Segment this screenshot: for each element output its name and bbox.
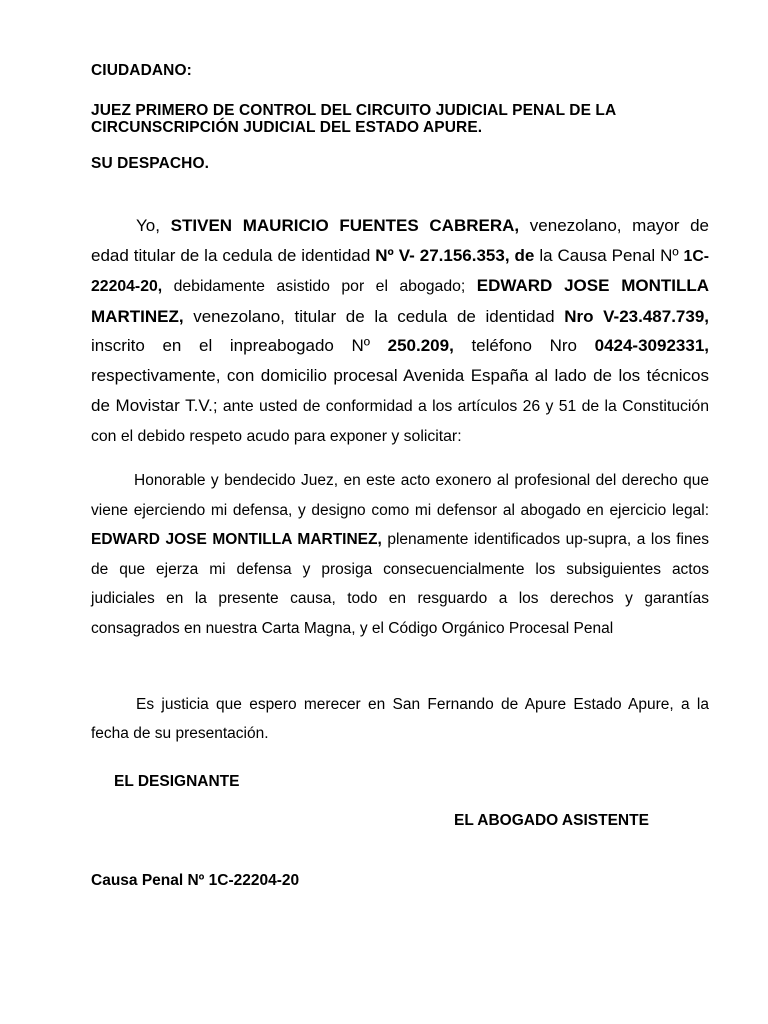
petitioner-id-number: Nº V- 27.156.353, de xyxy=(375,245,535,265)
p1-text-5: venezolano, titular de la cedula de identidad xyxy=(183,306,565,326)
p1-text-6: inscrito en el inpreabogado Nº xyxy=(91,336,388,356)
p1-text-2: venezolano, mayor de edad titular de la cedula de identidad xyxy=(91,216,710,265)
lawyer-id-number: Nro V-23.487.739, xyxy=(564,306,710,326)
addressee xyxy=(91,102,709,136)
paragraph-designation xyxy=(91,466,709,644)
p1-text-1: Yo, xyxy=(136,216,171,235)
signature-designante: EL DESIGNANTE xyxy=(114,773,240,790)
case-number: 1C-22204-20, xyxy=(91,247,709,296)
paragraph-closing: Es justicia que espero merecer en San Fernando de Apure Estado Apure, a la fecha de su presentación. xyxy=(91,696,709,742)
salutation: CIUDADANO: xyxy=(91,62,192,79)
addressee-line-2: CIRCUNSCRIPCIÓN JUDICIAL DEL ESTADO APURE. xyxy=(91,119,483,136)
p1-text-8: respectivamente, con domicilio procesal Avenida España al lado de los técnicos de Movistar T.V.; xyxy=(91,365,709,415)
p1-text-4: debidamente asistido por el abogado; xyxy=(162,278,477,296)
inpreabogado-number: 250.209, xyxy=(387,336,454,356)
p2-text-2: plenamente identificados up-supra, a los fines de que ejerza mi defensa y prosiga consecuencialmente los subsiguientes actos judiciales en la presente causa, todo en resguardo a los derechos y garantías consagrados en nuestra Carta Magna, y el Código Orgánico Procesal Penal xyxy=(91,531,709,637)
p1-text-3: la Causa Penal Nº xyxy=(534,245,684,265)
addressee-line-1: JUEZ PRIMERO DE CONTROL DEL CIRCUITO JUDICIAL PENAL DE LA xyxy=(91,102,617,119)
phone-number: 0424-3092331, xyxy=(594,336,709,356)
p1-text-9: ante usted de conformidad a los artículos 26 y 51 de la Constitución con el debido respeto acudo para exponer y solicitar: xyxy=(91,397,709,446)
lawyer-name: EDWARD JOSE MONTILLA MARTINEZ, xyxy=(91,276,710,326)
signature-abogado: EL ABOGADO ASISTENTE xyxy=(454,812,649,829)
p1-text-7: teléfono Nro xyxy=(453,336,595,356)
p2-text-1: Honorable y bendecido Juez, en este acto exonero al profesional del derecho que viene ejerciendo mi defensa, y designo como mi defensor al abogado en ejercicio legal: xyxy=(91,472,709,519)
designated-lawyer-name: EDWARD JOSE MONTILLA MARTINEZ, xyxy=(91,531,382,549)
petitioner-name: STIVEN MAURICIO FUENTES CABRERA, xyxy=(170,216,520,235)
case-reference: Causa Penal Nº 1C-22204-20 xyxy=(91,872,300,889)
office-line: SU DESPACHO. xyxy=(91,155,210,172)
paragraph-identification xyxy=(91,211,709,452)
